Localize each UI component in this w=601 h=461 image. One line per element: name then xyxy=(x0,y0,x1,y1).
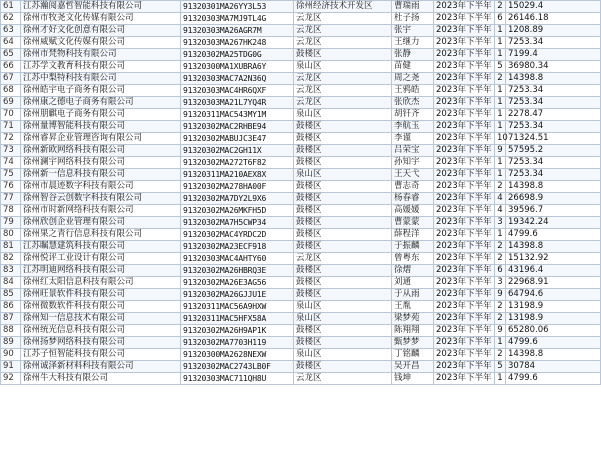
company-name-cell[interactable]: 徐州旺景软件科技有限公司 xyxy=(21,289,181,301)
amount-cell[interactable]: 1208.89 xyxy=(506,25,601,37)
district-cell[interactable]: 鼓楼区 xyxy=(294,133,392,145)
amount-cell[interactable]: 4799.6 xyxy=(506,373,601,385)
row-index-cell[interactable]: 83 xyxy=(1,265,21,277)
district-cell[interactable]: 云龙区 xyxy=(294,85,392,97)
contact-person-cell[interactable]: 高媛媛 xyxy=(392,205,434,217)
table-row xyxy=(1,37,601,49)
contact-person-cell[interactable]: 胡钎齐 xyxy=(392,109,434,121)
table-row xyxy=(1,97,601,109)
headcount-cell[interactable]: 2 xyxy=(495,253,506,265)
credit-code-cell[interactable]: 91320302MAC2743LB0F xyxy=(181,361,294,373)
company-name-cell[interactable]: 徐州知一信息技术有限公司 xyxy=(21,313,181,325)
amount-cell[interactable]: 64794.6 xyxy=(506,289,601,301)
table-row xyxy=(1,169,601,181)
headcount-cell[interactable]: 9 xyxy=(495,325,506,337)
credit-code-cell[interactable]: 91320302MA278HA00F xyxy=(181,181,294,193)
period-cell[interactable]: 2023年下半年 xyxy=(434,49,495,61)
contact-person-cell[interactable]: 梁梦苑 xyxy=(392,313,434,325)
district-cell[interactable]: 云龙区 xyxy=(294,97,392,109)
company-name-cell[interactable]: 徐州统光信息科技有限公司 xyxy=(21,325,181,337)
contact-person-cell[interactable]: 李谨 xyxy=(392,133,434,145)
contact-person-cell[interactable]: 张欣杰 xyxy=(392,97,434,109)
company-name-cell[interactable]: 徐州智谷云创数字科技有限公司 xyxy=(21,193,181,205)
credit-code-cell[interactable]: 91320302MABUJC3E47 xyxy=(181,133,294,145)
table-row xyxy=(1,265,601,277)
headcount-cell[interactable]: 2 xyxy=(495,313,506,325)
headcount-cell[interactable]: 1 xyxy=(495,37,506,49)
headcount-cell[interactable]: 2 xyxy=(495,301,506,313)
row-index-cell[interactable]: 76 xyxy=(1,181,21,193)
district-cell[interactable]: 鼓楼区 xyxy=(294,217,392,229)
district-cell[interactable]: 泉山区 xyxy=(294,349,392,361)
amount-cell[interactable]: 43196.4 xyxy=(506,265,601,277)
period-cell[interactable]: 2023年下半年 xyxy=(434,277,495,289)
row-index-cell[interactable]: 74 xyxy=(1,157,21,169)
district-cell[interactable]: 鼓楼区 xyxy=(294,145,392,157)
company-name-cell[interactable]: 江苏中梨特科技有限公司 xyxy=(21,73,181,85)
credit-code-cell[interactable]: 91320302MA272T6F82 xyxy=(181,157,294,169)
company-name-cell[interactable]: 徐州皓宇电子商务有限公司 xyxy=(21,85,181,97)
district-cell[interactable]: 泉山区 xyxy=(294,61,392,73)
table-row xyxy=(1,49,601,61)
row-index-cell[interactable]: 92 xyxy=(1,373,21,385)
period-cell[interactable]: 2023年下半年 xyxy=(434,85,495,97)
credit-code-cell[interactable]: 91320303MA26AGR7M xyxy=(181,25,294,37)
amount-cell[interactable]: 4799.6 xyxy=(506,337,601,349)
row-index-cell[interactable]: 82 xyxy=(1,253,21,265)
company-name-cell[interactable]: 徐州市时新网络科技有限公司 xyxy=(21,205,181,217)
district-cell[interactable]: 鼓楼区 xyxy=(294,181,392,193)
district-cell[interactable]: 鼓楼区 xyxy=(294,121,392,133)
row-index-cell[interactable]: 77 xyxy=(1,193,21,205)
period-cell[interactable]: 2023年下半年 xyxy=(434,157,495,169)
district-cell[interactable]: 泉山区 xyxy=(294,313,392,325)
amount-cell[interactable]: 4799.6 xyxy=(506,229,601,241)
headcount-cell[interactable]: 5 xyxy=(495,361,506,373)
credit-code-cell[interactable]: 91320311MA210AEX8X xyxy=(181,169,294,181)
credit-code-cell[interactable]: 91320302MA25TDG0G xyxy=(181,49,294,61)
row-index-cell[interactable]: 69 xyxy=(1,97,21,109)
credit-code-cell[interactable]: 91320303MAC4AHTY60 xyxy=(181,253,294,265)
district-cell[interactable]: 鼓楼区 xyxy=(294,277,392,289)
row-index-cell[interactable]: 80 xyxy=(1,229,21,241)
table-row xyxy=(1,301,601,313)
table-row xyxy=(1,193,601,205)
table-row xyxy=(1,73,601,85)
period-cell[interactable]: 2023年下半年 xyxy=(434,313,495,325)
district-cell[interactable]: 云龙区 xyxy=(294,73,392,85)
amount-cell[interactable]: 30784 xyxy=(506,361,601,373)
company-name-cell[interactable]: 徐州牛大科技有限公司 xyxy=(21,373,181,385)
credit-code-cell[interactable]: 91320311MAC543MY1M xyxy=(181,109,294,121)
table-row xyxy=(1,289,601,301)
headcount-cell[interactable]: 2 xyxy=(495,181,506,193)
row-index-cell[interactable]: 71 xyxy=(1,121,21,133)
headcount-cell[interactable]: 1 xyxy=(495,121,506,133)
table-row xyxy=(1,145,601,157)
contact-person-cell[interactable]: 李航玉 xyxy=(392,121,434,133)
amount-cell[interactable]: 7253.34 xyxy=(506,169,601,181)
row-index-cell[interactable]: 86 xyxy=(1,301,21,313)
headcount-cell[interactable]: 10 xyxy=(495,133,506,145)
table-row xyxy=(1,109,601,121)
table-row xyxy=(1,253,601,265)
contact-person-cell[interactable]: 曹瑞雨 xyxy=(392,1,434,13)
credit-code-cell[interactable]: 91320302MAC4YRDC2D xyxy=(181,229,294,241)
contact-person-cell[interactable]: 甄梦梦 xyxy=(392,337,434,349)
company-name-cell[interactable]: 徐州朋麒电子商务有限公司 xyxy=(21,109,181,121)
company-name-cell[interactable]: 江苏明迪网络科技有限公司 xyxy=(21,265,181,277)
company-name-cell[interactable]: 徐州市梵物科技有限公司 xyxy=(21,49,181,61)
amount-cell[interactable]: 14398.8 xyxy=(506,181,601,193)
contact-person-cell[interactable]: 曹志奇 xyxy=(392,181,434,193)
period-cell[interactable]: 2023年下半年 xyxy=(434,109,495,121)
period-cell[interactable]: 2023年下半年 xyxy=(434,61,495,73)
credit-code-cell[interactable]: 91320311MAC5HFX58A xyxy=(181,313,294,325)
contact-person-cell[interactable]: 周之尧 xyxy=(392,73,434,85)
period-cell[interactable]: 2023年下半年 xyxy=(434,193,495,205)
company-name-cell[interactable]: 江苏瞩慧建筑科技有限公司 xyxy=(21,241,181,253)
credit-code-cell[interactable]: 91320302MAC2GH11X xyxy=(181,145,294,157)
credit-code-cell[interactable]: 91320303MA21L7YQ4R xyxy=(181,97,294,109)
headcount-cell[interactable]: 1 xyxy=(495,25,506,37)
credit-code-cell[interactable]: 91320300MA1XUBRA6Y xyxy=(181,61,294,73)
amount-cell[interactable]: 15132.92 xyxy=(506,253,601,265)
district-cell[interactable]: 鼓楼区 xyxy=(294,193,392,205)
period-cell[interactable]: 2023年下半年 xyxy=(434,289,495,301)
period-cell[interactable]: 2023年下半年 xyxy=(434,145,495,157)
amount-cell[interactable]: 26698.9 xyxy=(506,193,601,205)
contact-person-cell[interactable]: 张静 xyxy=(392,49,434,61)
amount-cell[interactable]: 14398.8 xyxy=(506,349,601,361)
headcount-cell[interactable]: 1 xyxy=(495,109,506,121)
amount-cell[interactable]: 7253.34 xyxy=(506,157,601,169)
company-name-cell[interactable]: 徐州市晨迹数字科技有限公司 xyxy=(21,181,181,193)
row-index-cell[interactable]: 89 xyxy=(1,337,21,349)
row-index-cell[interactable]: 78 xyxy=(1,205,21,217)
amount-cell[interactable]: 19342.24 xyxy=(506,217,601,229)
period-cell[interactable]: 2023年下半年 xyxy=(434,373,495,385)
amount-cell[interactable]: 14398.8 xyxy=(506,241,601,253)
table-row xyxy=(1,61,601,73)
row-index-cell[interactable]: 63 xyxy=(1,25,21,37)
company-name-cell[interactable]: 徐州新一信息科技有限公司 xyxy=(21,169,181,181)
headcount-cell[interactable]: 1 xyxy=(495,169,506,181)
headcount-cell[interactable]: 6 xyxy=(495,13,506,25)
amount-cell[interactable]: 13198.9 xyxy=(506,313,601,325)
row-index-cell[interactable]: 73 xyxy=(1,145,21,157)
credit-code-cell[interactable]: 91320311MAC56A9HXW xyxy=(181,301,294,313)
credit-code-cell[interactable]: 91320303MAC7A2N36Q xyxy=(181,73,294,85)
amount-cell[interactable]: 7199.4 xyxy=(506,49,601,61)
credit-code-cell[interactable]: 91320302MA7703H119 xyxy=(181,337,294,349)
amount-cell[interactable]: 22968.91 xyxy=(506,277,601,289)
company-name-cell[interactable]: 徐州才好文化创意有限公司 xyxy=(21,25,181,37)
table-row xyxy=(1,25,601,37)
contact-person-cell[interactable]: 于从雨 xyxy=(392,289,434,301)
row-index-cell[interactable]: 62 xyxy=(1,13,21,25)
district-cell[interactable]: 云龙区 xyxy=(294,253,392,265)
district-cell[interactable]: 徐州经济技术开发区 xyxy=(294,1,392,13)
amount-cell[interactable]: 14398.8 xyxy=(506,73,601,85)
row-index-cell[interactable]: 88 xyxy=(1,325,21,337)
period-cell[interactable]: 2023年下半年 xyxy=(434,205,495,217)
company-name-cell[interactable]: 江苏子恒智能科技有限公司 xyxy=(21,349,181,361)
amount-cell[interactable]: 7253.34 xyxy=(506,97,601,109)
credit-code-cell[interactable]: 91320303MAC4HR6QXF xyxy=(181,85,294,97)
contact-person-cell[interactable]: 王胤 xyxy=(392,301,434,313)
period-cell[interactable]: 2023年下半年 xyxy=(434,97,495,109)
headcount-cell[interactable]: 1 xyxy=(495,97,506,109)
credit-code-cell[interactable]: 91320302MA26GJJU1E xyxy=(181,289,294,301)
period-cell[interactable]: 2023年下半年 xyxy=(434,121,495,133)
table-row xyxy=(1,337,601,349)
contact-person-cell[interactable]: 徐熠 xyxy=(392,265,434,277)
amount-cell[interactable]: 36980.34 xyxy=(506,61,601,73)
contact-person-cell[interactable]: 曹蒙蒙 xyxy=(392,217,434,229)
table-row xyxy=(1,277,601,289)
headcount-cell[interactable]: 6 xyxy=(495,265,506,277)
headcount-cell[interactable]: 1 xyxy=(495,337,506,349)
credit-code-cell[interactable]: 91320302MA26HBRQ3E xyxy=(181,265,294,277)
contact-person-cell[interactable]: 王继力 xyxy=(392,37,434,49)
headcount-cell[interactable]: 3 xyxy=(495,277,506,289)
contact-person-cell[interactable]: 刘通 xyxy=(392,277,434,289)
contact-person-cell[interactable]: 于振麟 xyxy=(392,241,434,253)
amount-cell[interactable]: 26146.18 xyxy=(506,13,601,25)
contact-person-cell[interactable]: 薛程洋 xyxy=(392,229,434,241)
contact-person-cell[interactable]: 陈翔翔 xyxy=(392,325,434,337)
period-cell[interactable]: 2023年下半年 xyxy=(434,337,495,349)
period-cell[interactable]: 2023年下半年 xyxy=(434,349,495,361)
amount-cell[interactable]: 2278.47 xyxy=(506,109,601,121)
district-cell[interactable]: 鼓楼区 xyxy=(294,289,392,301)
table-row xyxy=(1,13,601,25)
district-cell[interactable]: 鼓楼区 xyxy=(294,49,392,61)
period-cell[interactable]: 2023年下半年 xyxy=(434,361,495,373)
row-index-cell[interactable]: 72 xyxy=(1,133,21,145)
contact-person-cell[interactable]: 吴开昌 xyxy=(392,361,434,373)
credit-code-cell[interactable]: 91320300MA2628NEXW xyxy=(181,349,294,361)
table-row xyxy=(1,229,601,241)
credit-code-cell[interactable]: 91320302MA26MKFH5D xyxy=(181,205,294,217)
headcount-cell[interactable]: 3 xyxy=(495,217,506,229)
table-row xyxy=(1,217,601,229)
district-cell[interactable]: 云龙区 xyxy=(294,37,392,49)
district-cell[interactable]: 鼓楼区 xyxy=(294,157,392,169)
company-name-cell[interactable]: 徐州果之青行信息科技有限公司 xyxy=(21,229,181,241)
company-name-cell[interactable]: 徐州悦评工业设计有限公司 xyxy=(21,253,181,265)
contact-person-cell[interactable]: 杜子扬 xyxy=(392,13,434,25)
period-cell[interactable]: 2023年下半年 xyxy=(434,253,495,265)
contact-person-cell[interactable]: 苗健 xyxy=(392,61,434,73)
district-cell[interactable]: 鼓楼区 xyxy=(294,361,392,373)
headcount-cell[interactable]: 4 xyxy=(495,205,506,217)
company-name-cell[interactable]: 徐州康之德电子商务有限公司 xyxy=(21,97,181,109)
period-cell[interactable]: 2023年下半年 xyxy=(434,265,495,277)
credit-code-cell[interactable]: 91320302MA26E3AG56 xyxy=(181,277,294,289)
period-cell[interactable]: 2023年下半年 xyxy=(434,1,495,13)
period-cell[interactable]: 2023年下半年 xyxy=(434,181,495,193)
credit-code-cell[interactable]: 91320302MA26H9AP1K xyxy=(181,325,294,337)
district-cell[interactable]: 鼓楼区 xyxy=(294,229,392,241)
district-cell[interactable]: 泉山区 xyxy=(294,301,392,313)
table-row xyxy=(1,361,601,373)
headcount-cell[interactable]: 2 xyxy=(495,241,506,253)
headcount-cell[interactable]: 2 xyxy=(495,73,506,85)
row-index-cell[interactable]: 91 xyxy=(1,361,21,373)
period-cell[interactable]: 2023年下半年 xyxy=(434,325,495,337)
row-index-cell[interactable]: 79 xyxy=(1,217,21,229)
headcount-cell[interactable]: 1 xyxy=(495,157,506,169)
credit-code-cell[interactable]: 91320302MAC2RHBE94 xyxy=(181,121,294,133)
row-index-cell[interactable]: 85 xyxy=(1,289,21,301)
headcount-cell[interactable]: 5 xyxy=(495,61,506,73)
row-index-cell[interactable]: 68 xyxy=(1,85,21,97)
table-row xyxy=(1,349,601,361)
company-name-cell[interactable]: 徐州欣创企业管理有限公司 xyxy=(21,217,181,229)
table-row xyxy=(1,181,601,193)
row-index-cell[interactable]: 84 xyxy=(1,277,21,289)
row-index-cell[interactable]: 65 xyxy=(1,49,21,61)
contact-person-cell[interactable]: 张宇 xyxy=(392,25,434,37)
amount-cell[interactable]: 65280.06 xyxy=(506,325,601,337)
company-name-cell[interactable]: 徐州微数软件科技有限公司 xyxy=(21,301,181,313)
company-name-cell[interactable]: 徐州澜宇网络科技有限公司 xyxy=(21,157,181,169)
company-name-cell[interactable]: 徐州新欧网络科技有限公司 xyxy=(21,145,181,157)
amount-cell[interactable]: 7253.34 xyxy=(506,37,601,49)
amount-cell[interactable]: 15029.4 xyxy=(506,1,601,13)
headcount-cell[interactable]: 1 xyxy=(495,85,506,97)
period-cell[interactable]: 2023年下半年 xyxy=(434,301,495,313)
period-cell[interactable]: 2023年下半年 xyxy=(434,241,495,253)
contact-person-cell[interactable]: 丁铭麟 xyxy=(392,349,434,361)
contact-person-cell[interactable]: 杨春睿 xyxy=(392,193,434,205)
company-name-cell[interactable]: 徐州诚泽新材料科技有限公司 xyxy=(21,361,181,373)
credit-code-cell[interactable]: 91320303MA7MJ9TL4G xyxy=(181,13,294,25)
contact-person-cell[interactable]: 钱坤 xyxy=(392,373,434,385)
table-row xyxy=(1,133,601,145)
table-row xyxy=(1,205,601,217)
row-index-cell[interactable]: 75 xyxy=(1,169,21,181)
district-cell[interactable]: 云龙区 xyxy=(294,25,392,37)
credit-code-cell[interactable]: 91320303MAC711QH8U xyxy=(181,373,294,385)
period-cell[interactable]: 2023年下半年 xyxy=(434,229,495,241)
row-index-cell[interactable]: 67 xyxy=(1,73,21,85)
period-cell[interactable]: 2023年下半年 xyxy=(434,25,495,37)
credit-code-cell[interactable]: 91320302MA23ECF918 xyxy=(181,241,294,253)
company-name-cell[interactable]: 江苏学文教育科技有限公司 xyxy=(21,61,181,73)
credit-code-cell[interactable]: 91320302MA7H5CWP34 xyxy=(181,217,294,229)
company-name-cell[interactable]: 徐州睿昇企业管理咨询有限公司 xyxy=(21,133,181,145)
headcount-cell[interactable]: 1 xyxy=(495,49,506,61)
table-row xyxy=(1,1,601,13)
amount-cell[interactable]: 57595.2 xyxy=(506,145,601,157)
contact-person-cell[interactable]: 吕荣宝 xyxy=(392,145,434,157)
headcount-cell[interactable]: 2 xyxy=(495,1,506,13)
credit-code-cell[interactable]: 91320301MA26YY3L53 xyxy=(181,1,294,13)
company-name-cell[interactable]: 徐州量博智能科技有限公司 xyxy=(21,121,181,133)
headcount-cell[interactable]: 4 xyxy=(495,193,506,205)
table-row xyxy=(1,157,601,169)
row-index-cell[interactable]: 64 xyxy=(1,37,21,49)
district-cell[interactable]: 泉山区 xyxy=(294,169,392,181)
company-name-cell[interactable]: 徐州市牧尧文化传媒有限公司 xyxy=(21,13,181,25)
amount-cell[interactable]: 7253.34 xyxy=(506,85,601,97)
table-row xyxy=(1,241,601,253)
period-cell[interactable]: 2023年下半年 xyxy=(434,133,495,145)
district-cell[interactable]: 云龙区 xyxy=(294,13,392,25)
headcount-cell[interactable]: 9 xyxy=(495,145,506,157)
row-index-cell[interactable]: 70 xyxy=(1,109,21,121)
row-index-cell[interactable]: 61 xyxy=(1,1,21,13)
contact-person-cell[interactable]: 孙知宇 xyxy=(392,157,434,169)
period-cell[interactable]: 2023年下半年 xyxy=(434,37,495,49)
table-row xyxy=(1,313,601,325)
amount-cell[interactable]: 71324.51 xyxy=(506,133,601,145)
contact-person-cell[interactable]: 曾粤东 xyxy=(392,253,434,265)
district-cell[interactable]: 鼓楼区 xyxy=(294,205,392,217)
amount-cell[interactable]: 7253.34 xyxy=(506,121,601,133)
district-cell[interactable]: 鼓楼区 xyxy=(294,241,392,253)
company-name-cell[interactable]: 江苏瀚阅嘉哲智能科技有限公司 xyxy=(21,1,181,13)
table-row xyxy=(1,325,601,337)
row-index-cell[interactable]: 87 xyxy=(1,313,21,325)
district-cell[interactable]: 泉山区 xyxy=(294,109,392,121)
contact-person-cell[interactable]: 王天弋 xyxy=(392,169,434,181)
headcount-cell[interactable]: 2 xyxy=(495,349,506,361)
district-cell[interactable]: 鼓楼区 xyxy=(294,325,392,337)
table-body xyxy=(1,1,601,385)
headcount-cell[interactable]: 1 xyxy=(495,373,506,385)
headcount-cell[interactable]: 1 xyxy=(495,229,506,241)
company-name-cell[interactable]: 徐州威赋文化传媒有限公司 xyxy=(21,37,181,49)
amount-cell[interactable]: 39596.7 xyxy=(506,205,601,217)
headcount-cell[interactable]: 9 xyxy=(495,289,506,301)
table-row xyxy=(1,373,601,385)
period-cell[interactable]: 2023年下半年 xyxy=(434,13,495,25)
period-cell[interactable]: 2023年下半年 xyxy=(434,217,495,229)
row-index-cell[interactable]: 66 xyxy=(1,61,21,73)
row-index-cell[interactable]: 90 xyxy=(1,349,21,361)
period-cell[interactable]: 2023年下半年 xyxy=(434,73,495,85)
credit-code-cell[interactable]: 91320302MA7DY2L9X6 xyxy=(181,193,294,205)
period-cell[interactable]: 2023年下半年 xyxy=(434,169,495,181)
row-index-cell[interactable]: 81 xyxy=(1,241,21,253)
district-cell[interactable]: 鼓楼区 xyxy=(294,337,392,349)
table-row xyxy=(1,85,601,97)
table-row xyxy=(1,121,601,133)
company-name-cell[interactable]: 徐州扬梦网络科技有限公司 xyxy=(21,337,181,349)
credit-code-cell[interactable]: 91320303MA267HK248 xyxy=(181,37,294,49)
district-cell[interactable]: 鼓楼区 xyxy=(294,265,392,277)
company-name-cell[interactable]: 徐州红太阳信息科技有限公司 xyxy=(21,277,181,289)
amount-cell[interactable]: 13198.9 xyxy=(506,301,601,313)
contact-person-cell[interactable]: 王鸦皓 xyxy=(392,85,434,97)
district-cell[interactable]: 云龙区 xyxy=(294,373,392,385)
